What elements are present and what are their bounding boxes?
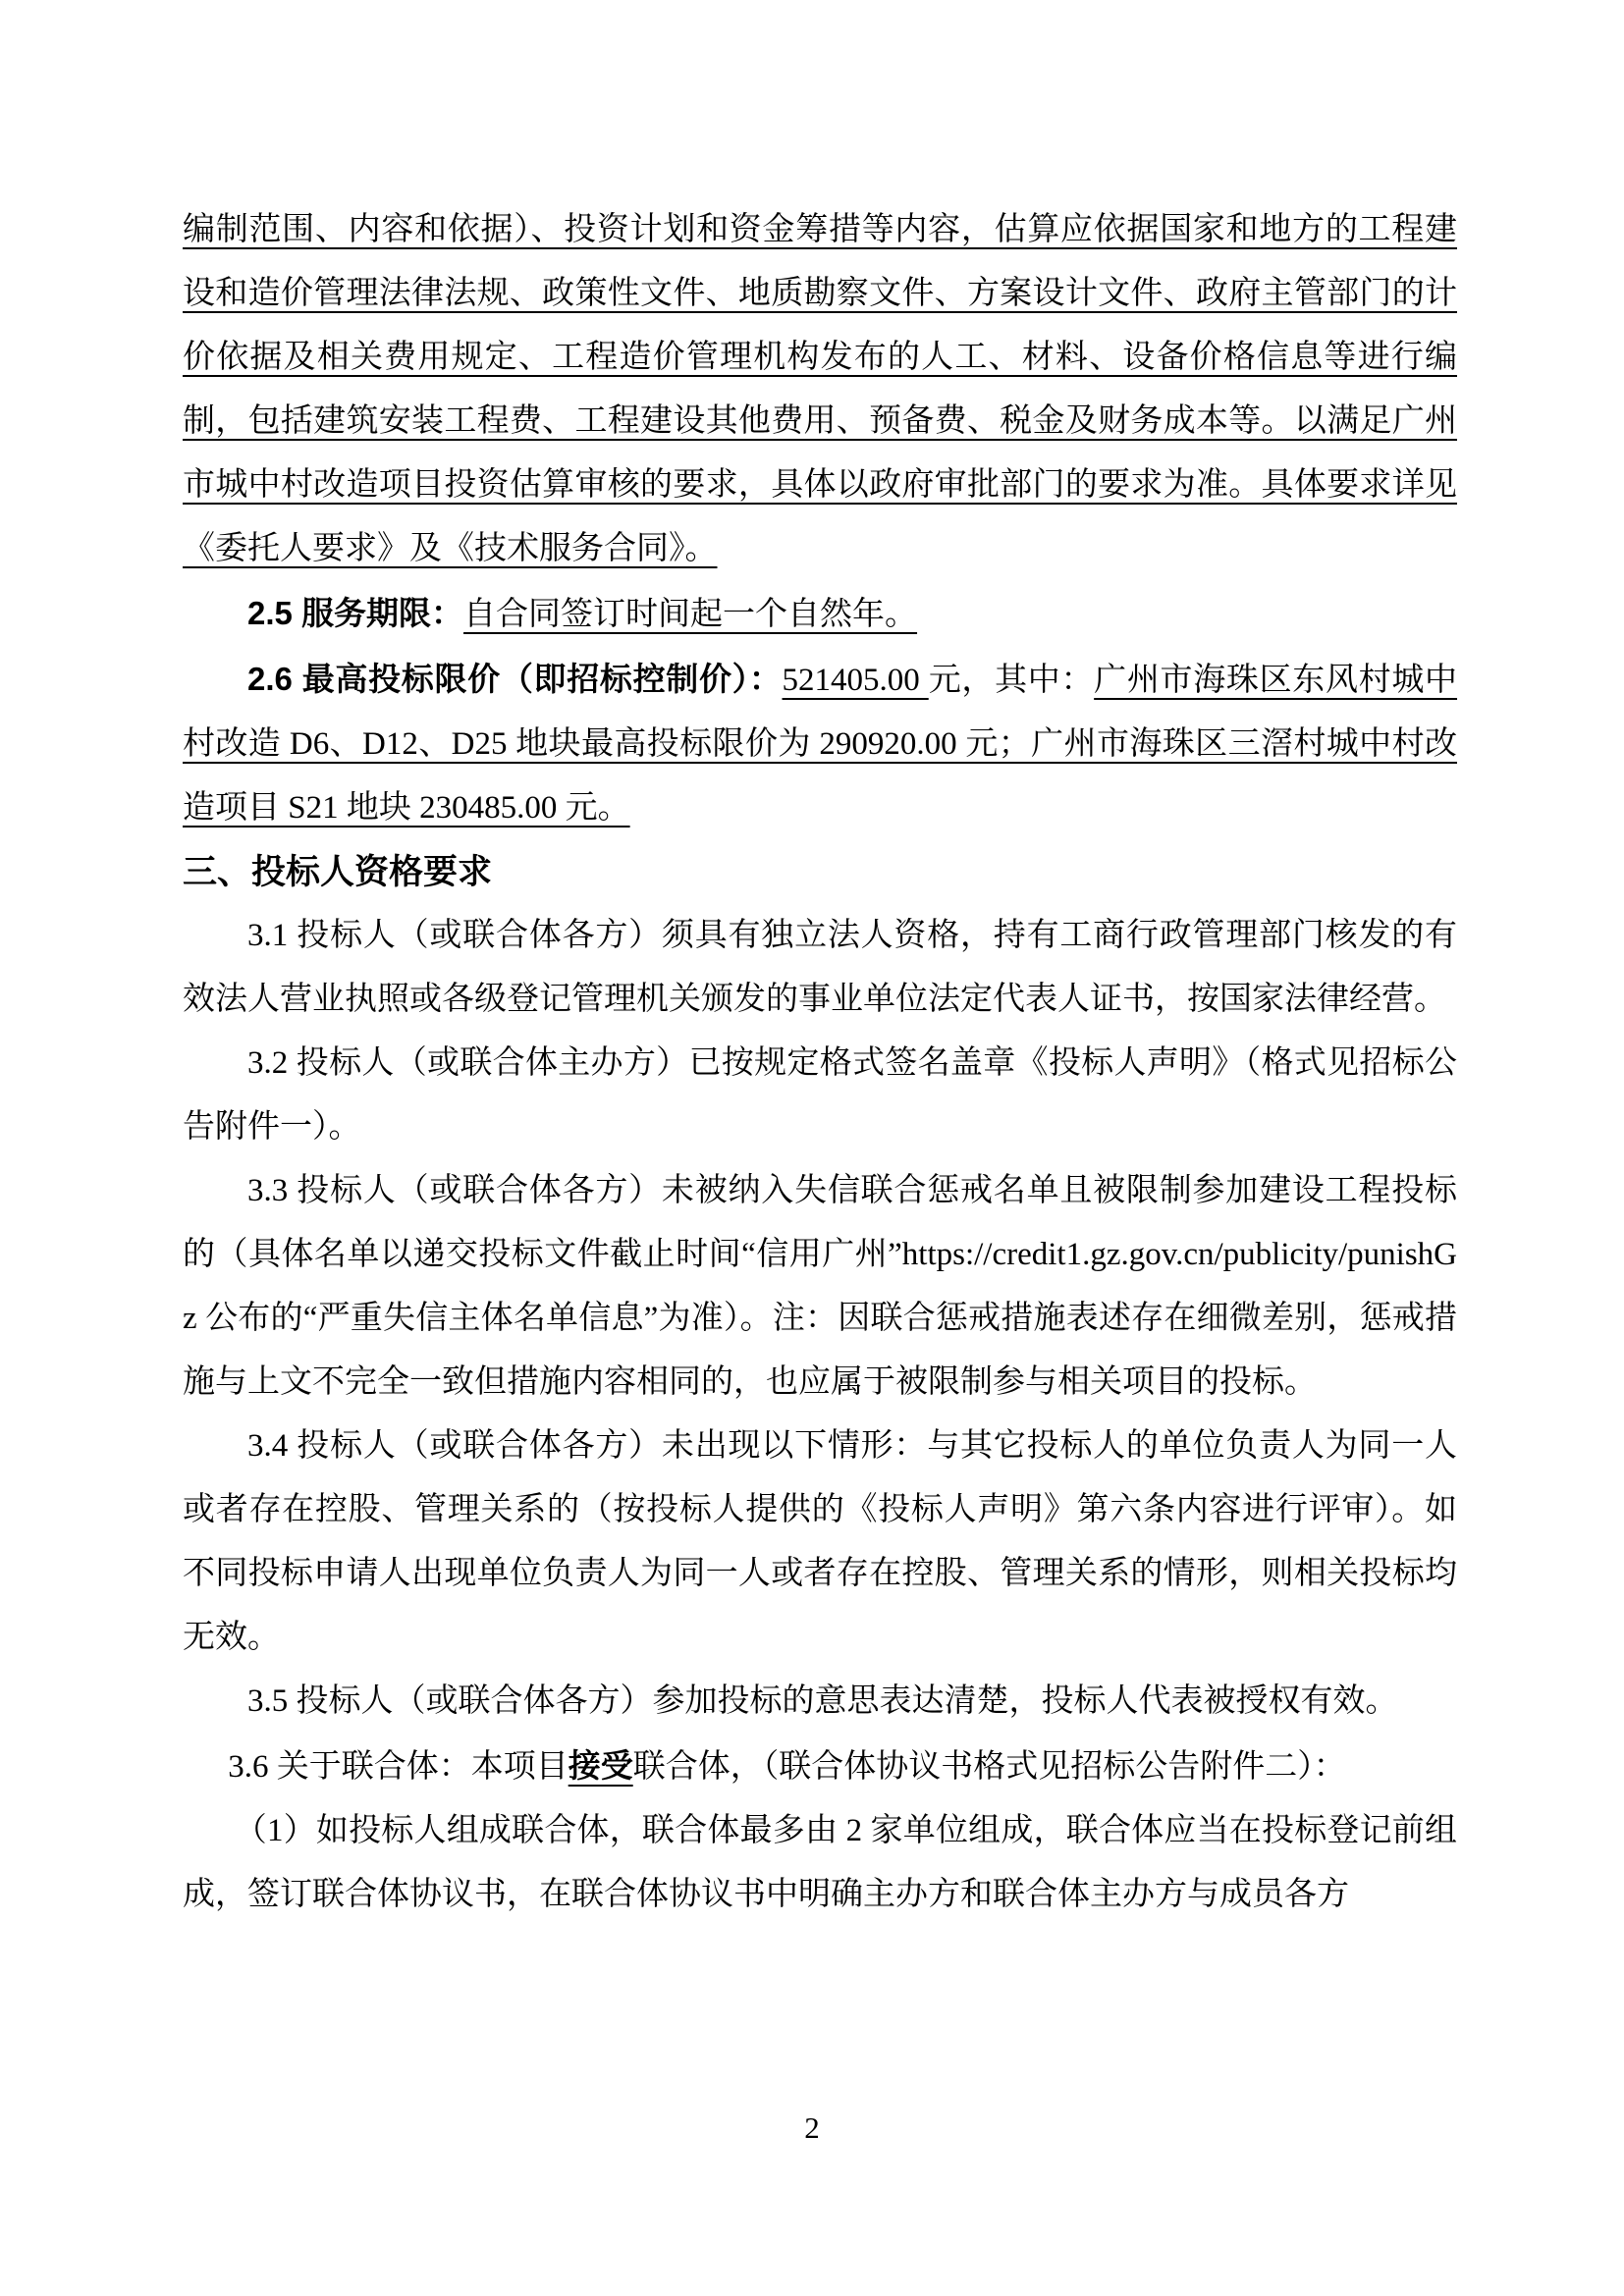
paragraph-estimate-scope-continuation xyxy=(183,198,1457,581)
clause-2-6-connector: 元，其中： xyxy=(928,663,1095,698)
paragraph-3-4-related-parties: 3.4 投标人（或联合体各方）未出现以下情形：与其它投标人的单位负责人为同一人或者存在控股、管理关系的（按投标人提供的《投标人声明》第六条内容进行评审）。如不同投标申请人出现单位负责人为同一人或者存在控股、管理关系的情形，则相关投标均无效。 xyxy=(183,1428,1457,1655)
clause-3-6-accept-keyword: 接受 xyxy=(568,1747,633,1784)
paragraph-2-6-max-bid-price xyxy=(183,647,1457,840)
paragraph-3-2-bidder-declaration: 3.2 投标人（或联合体主办方）已按规定格式签名盖章《投标人声明》（格式见招标公告附件一）。 xyxy=(183,1045,1457,1145)
clause-2-6-price-detail: 广州市海珠区东风村城中村改造 D6、D12、D25 地块最高投标限价为 290920.00 元；广州市海珠区三滘村城中村改造项目 S21 地块 230485.00 元。 xyxy=(183,663,1458,826)
clause-2-6-label: 2.6 最高投标限价（即招标控制价）： xyxy=(247,661,783,697)
paragraph-consortium-item-1: （1）如投标人组成联合体，联合体最多由 2 家单位组成，联合体应当在投标登记前组成，签订联合体协议书，在联合体协议书中明确主办方和联合体主办方与成员各方 xyxy=(183,1813,1457,1912)
clause-3-6-suffix: 联合体，（联合体协议书格式见招标公告附件二）： xyxy=(632,1749,1346,1785)
page-content xyxy=(183,198,1457,1927)
paragraph-3-3-credit-blacklist: 3.3 投标人（或联合体各方）未被纳入失信联合惩戒名单且被限制参加建设工程投标的（具体名单以递交投标文件截止时间“信用广州”https://credit1.gz.gov.cn/publicity/punishGz 公布的“严重失信主体名单信息”为准）。注：因联合惩戒措施表述存在细微差别，惩戒措施与上文不完全一致但措施内容相同的，也应属于被限制参与相关项目的投标。 xyxy=(183,1173,1457,1400)
paragraph-3-6-consortium xyxy=(183,1734,1457,1799)
page-number: 2 xyxy=(804,2110,820,2145)
underlined-filled-text: 编制范围、内容和依据）、投资计划和资金筹措等内容，估算应依据国家和地方的工程建设和造价管理法律法规、政策性文件、地质勘察文件、方案设计文件、政府主管部门的计价依据及相关费用规定、工程造价管理机构发布的人工、材料、设备价格信息等进行编制，包括建筑安装工程费、工程建设其他费用、预备费、税金及财务成本等。以满足广州市城中村改造项目投资估算审核的要求，具体以政府审批部门的要求为准。具体要求详见《委托人要求》及《技术服务合同》。 xyxy=(183,212,1457,566)
paragraph-2-5-service-period xyxy=(183,581,1457,647)
clause-3-6-prefix: 3.6 关于联合体：本项目 xyxy=(228,1749,568,1785)
paragraph-3-5-authorization: 3.5 投标人（或联合体各方）参加投标的意思表达清楚，投标人代表被授权有效。 xyxy=(247,1683,1398,1719)
clause-2-5-value: 自合同签订时间起一个自然年。 xyxy=(463,597,918,632)
section-3-heading: 三、投标人资格要求 xyxy=(183,853,493,891)
paragraph-3-1-legal-qualification: 3.1 投标人（或联合体各方）须具有独立法人资格，持有工商行政管理部门核发的有效法人营业执照或各级登记管理机关颁发的事业单位法定代表人证书，按国家法律经营。 xyxy=(183,918,1457,1017)
clause-2-6-total-price: 521405.00 xyxy=(782,663,929,698)
clause-2-5-label: 2.5 服务期限： xyxy=(247,595,464,631)
